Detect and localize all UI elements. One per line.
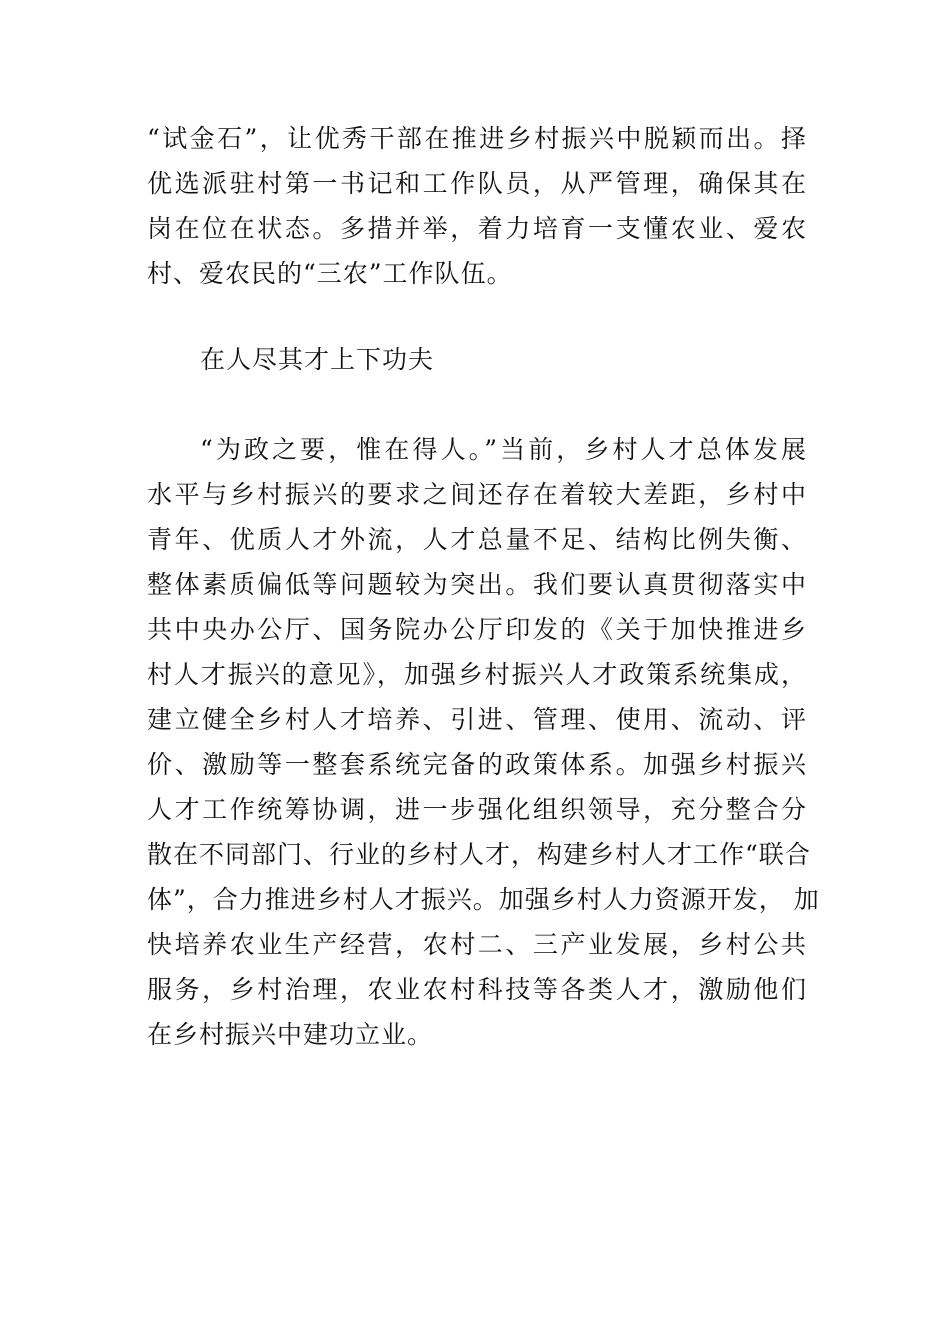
paragraph-1-line-3: 岗在位在状态。多措并举，着力培育一支懂农业、爱农 (147, 214, 807, 243)
paragraph-2-line-10: 散在不同部门、行业的乡村人才，构建乡村人才工作“联合 (147, 840, 811, 869)
paragraph-1-line-4: 村、爱农民的“三农”工作队伍。 (147, 259, 513, 288)
paragraph-2-line-12: 快培养农业生产经营，农村二、三产业发展，乡村公共 (147, 930, 807, 959)
paragraph-2-line-7: 建立健全乡村人才培养、引进、管理、使用、流动、评 (147, 705, 807, 734)
paragraph-2-line-8: 价、激励等一整套系统完备的政策体系。加强乡村振兴 (147, 750, 807, 779)
paragraph-2-line-13: 服务，乡村治理，农业农村科技等各类人才，激励他们 (147, 975, 807, 1004)
paragraph-2-line-14: 在乡村振兴中建功立业。 (147, 1020, 434, 1049)
paragraph-1-line-2: 优选派驻村第一书记和工作队员，从严管理，确保其在 (147, 169, 807, 198)
paragraph-1-line-1: “试金石”，让优秀干部在推进乡村振兴中脱颖而出。择 (147, 124, 807, 153)
paragraph-2-line-5: 共中央办公厅、国务院办公厅印发的《关于加快推进乡 (147, 615, 807, 644)
paragraph-2-line-9: 人才工作统筹协调，进一步强化组织领导，充分整合分 (147, 795, 807, 824)
paragraph-2-line-2: 水平与乡村振兴的要求之间还存在着较大差距，乡村中 (147, 480, 807, 509)
paragraph-2-line-11: 体”，合力推进乡村人才振兴。加强乡村人力资源开发， 加 (147, 885, 820, 914)
paragraph-2-line-1: “为政之要，惟在得人。”当前，乡村人才总体发展 (200, 435, 807, 464)
section-heading: 在人尽其才上下功夫 (200, 345, 435, 374)
paragraph-2-line-4: 整体素质偏低等问题较为突出。我们要认真贯彻落实中 (147, 570, 807, 599)
paragraph-2-line-6: 村人才振兴的意见》，加强乡村振兴人才政策系统集成， (147, 660, 807, 689)
paragraph-2-line-3: 青年、优质人才外流，人才总量不足、结构比例失衡、 (147, 525, 807, 554)
